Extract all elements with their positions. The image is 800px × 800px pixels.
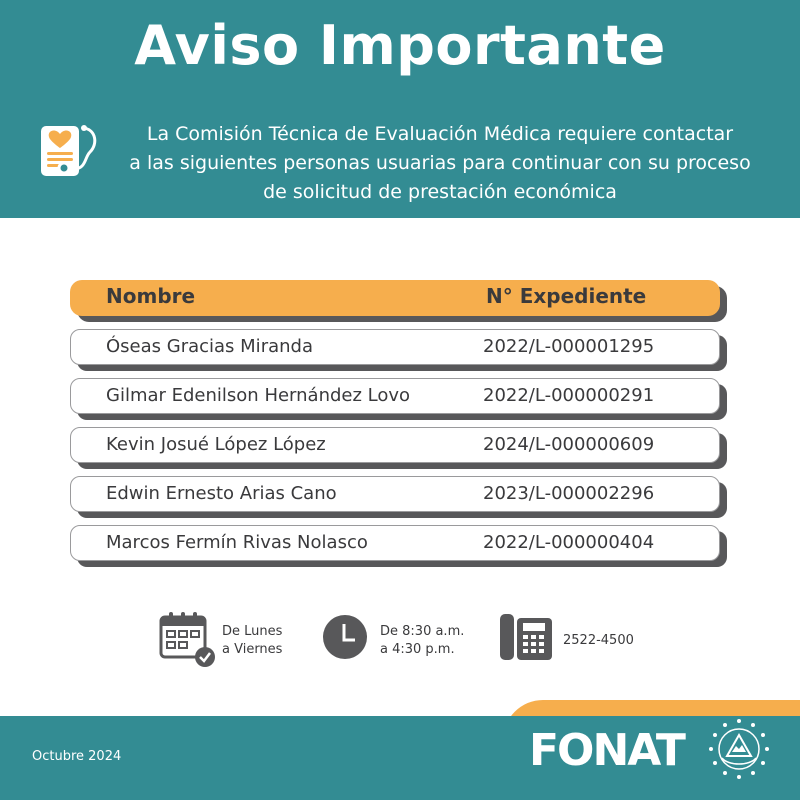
row-expediente: 2024/L-000000609 xyxy=(483,434,655,455)
intro-line: de solicitud de prestación económica xyxy=(263,181,617,203)
phone-number: 2522-4500 xyxy=(563,633,634,648)
intro-text xyxy=(108,120,772,207)
row-name: Marcos Fermín Rivas Nolasco xyxy=(106,532,368,553)
intro-line: a las siguientes personas usuarias para continuar con su proceso xyxy=(129,152,751,174)
publication-date: Octubre 2024 xyxy=(32,749,122,764)
table-row xyxy=(70,378,720,414)
telephone-icon xyxy=(498,612,554,662)
table-row xyxy=(70,329,720,365)
hours-line: De 8:30 a.m. xyxy=(380,624,465,639)
calendar-icon xyxy=(158,610,216,668)
row-expediente: 2022/L-000001295 xyxy=(483,336,655,357)
row-expediente: 2022/L-000000291 xyxy=(483,385,655,406)
national-seal-icon xyxy=(706,716,772,782)
row-expediente: 2022/L-000000404 xyxy=(483,532,655,553)
table-row xyxy=(70,476,720,512)
fonat-logo: FONAT xyxy=(529,725,684,776)
row-name: Kevin Josué López López xyxy=(106,434,326,455)
row-name: Edwin Ernesto Arias Cano xyxy=(106,483,337,504)
intro-line: La Comisión Técnica de Evaluación Médica requiere contactar xyxy=(146,123,734,145)
days-line: De Lunes xyxy=(222,624,283,639)
medical-report-icon xyxy=(38,122,100,180)
table-row xyxy=(70,427,720,463)
days-line: a Viernes xyxy=(222,642,283,657)
row-expediente: 2023/L-000002296 xyxy=(483,483,655,504)
column-header-nombre: Nombre xyxy=(106,284,196,308)
table-header xyxy=(70,280,720,316)
hours-text xyxy=(380,623,464,659)
days-text xyxy=(222,623,282,659)
row-name: Óseas Gracias Miranda xyxy=(106,336,313,357)
hours-line: a 4:30 p.m. xyxy=(380,642,455,657)
table-row xyxy=(70,525,720,561)
column-header-expediente: N° Expediente xyxy=(486,284,647,308)
clock-icon xyxy=(322,614,368,660)
page-title: Aviso Importante xyxy=(134,14,666,77)
row-name: Gilmar Edenilson Hernández Lovo xyxy=(106,385,411,406)
